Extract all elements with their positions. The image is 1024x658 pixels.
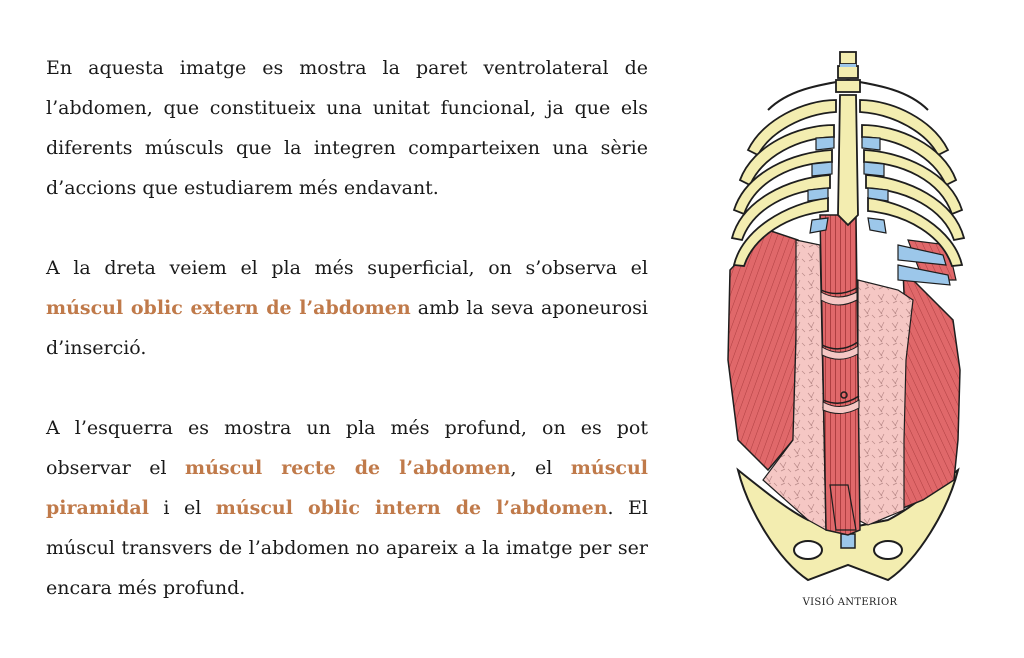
vertebra — [836, 80, 860, 92]
paragraph-intro — [46, 48, 648, 208]
term-pyramidalis: múscul piramidal — [46, 457, 648, 519]
vertebra — [840, 52, 856, 64]
sternum — [838, 95, 858, 225]
paragraph-text: . El múscul transvers de l’abdomen no apareix a la imatge per ser encara més profund. — [46, 497, 648, 599]
intervertebral-disc — [840, 64, 856, 67]
term-rectus-abdominis: múscul recte de l’abdomen — [185, 457, 511, 479]
paragraph-text: A l’esquerra es mostra un pla més profund, on es pot observar el — [46, 417, 648, 479]
paragraph-text: En aquesta imatge es mostra la paret ventrolateral de l’abdomen, que constitueix una unitat funcional, ja que els diferents músculs que la integren comparteixen una sèrie d’accions que estudiarem més endavant. — [46, 57, 648, 199]
term-internal-oblique: múscul oblic intern de l’abdomen — [215, 497, 608, 519]
anatomy-illustration — [708, 40, 988, 620]
paragraph-superficial — [46, 248, 648, 368]
abdominal-wall-figure — [708, 40, 988, 600]
figure-caption: VISIÓ ANTERIOR — [802, 597, 898, 608]
obturator-foramen-left — [794, 541, 822, 559]
paragraph-text: A la dreta veiem el pla més superficial, on s’observa el — [46, 257, 648, 279]
paragraph-text: i el — [148, 497, 216, 519]
term-external-oblique: múscul oblic extern de l’abdomen — [46, 297, 411, 319]
ribs-right — [860, 100, 964, 285]
vertebra — [838, 66, 858, 78]
paragraph-text: amb la seva aponeurosi d’inserció. — [46, 297, 649, 359]
obturator-foramen-right — [874, 541, 902, 559]
paragraph-text: , el — [510, 457, 571, 479]
text-column — [46, 48, 648, 648]
paragraph-deep — [46, 408, 648, 608]
pubic-symphysis — [841, 534, 855, 548]
